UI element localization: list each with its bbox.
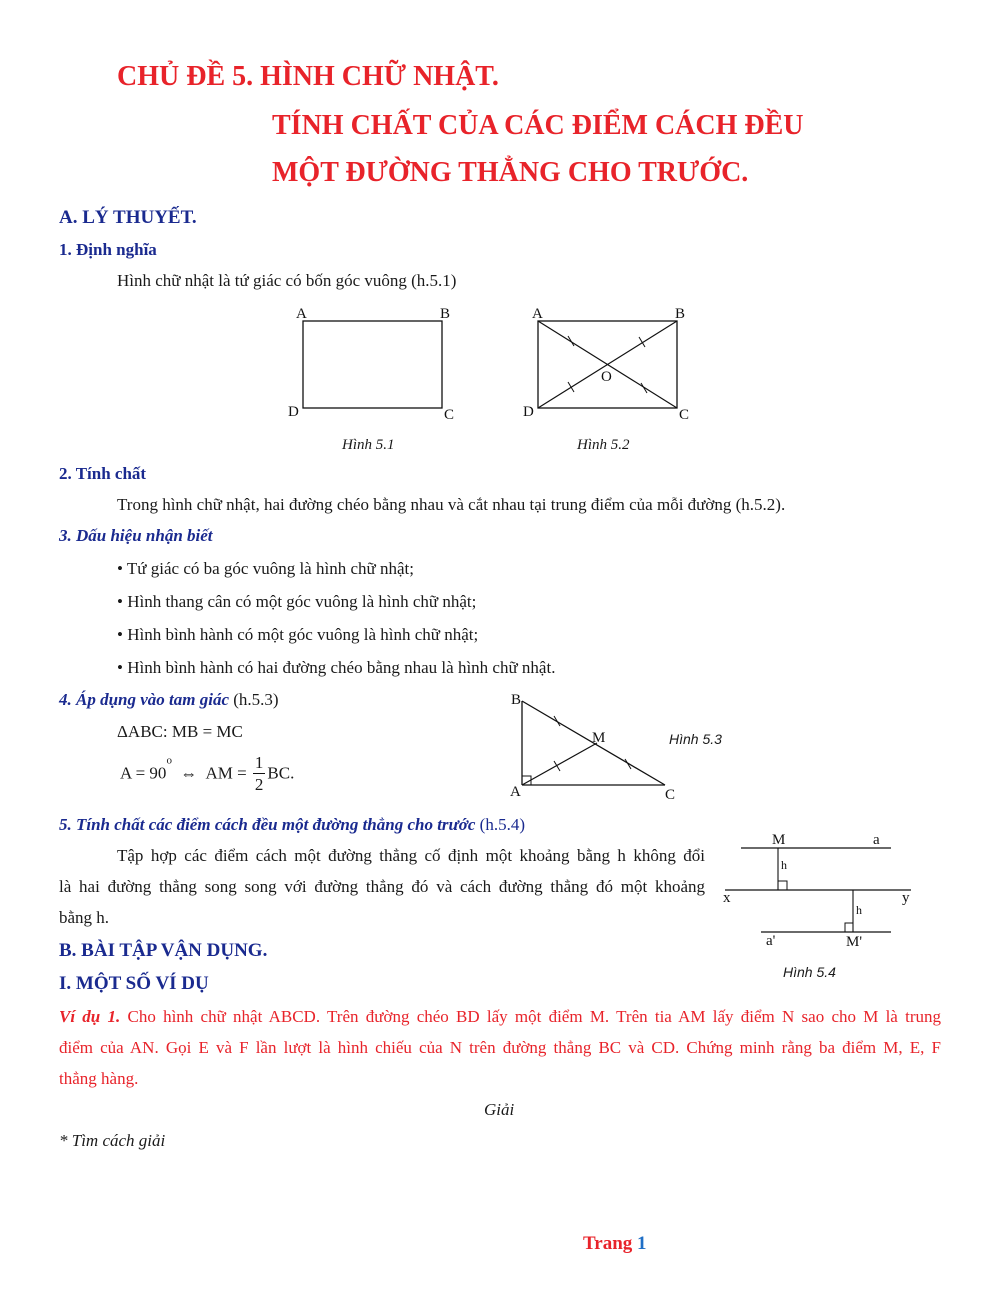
triangle-condition: ΔABC: MB = MC (117, 722, 243, 741)
figure-5-1 (280, 300, 480, 430)
eq-angle: A = 90 (120, 763, 167, 783)
label-a: a (873, 832, 880, 848)
label-d: D (523, 404, 534, 420)
equidistant-heading: 5. Tính chất các điểm cách đều một đường thẳng cho trước (59, 815, 476, 834)
recognition-item: • Tứ giác có ba góc vuông là hình chữ nhật; (117, 559, 414, 579)
equidistant-text-line1: Tập hợp các điểm cách một đường thẳng cố định một khoảng bằng h không đổi (117, 846, 705, 865)
label-h-bottom: h (856, 903, 862, 917)
eq-degree: o (166, 754, 172, 767)
recognition-item: • Hình bình hành có một góc vuông là hình chữ nhật; (117, 625, 478, 645)
page-footer (583, 1233, 647, 1255)
label-d: D (288, 404, 299, 420)
page-label: Trang (583, 1233, 633, 1254)
right-angle-top (778, 881, 787, 890)
median-am (522, 743, 597, 785)
label-b: B (440, 306, 451, 322)
equidistant-text-line3: bằng h. (59, 908, 110, 927)
example-1-line1 (59, 1007, 941, 1027)
figure-5-1-caption: Hình 5.1 (342, 437, 395, 453)
solution-label: Giải (484, 1100, 515, 1119)
label-a: A (532, 306, 543, 322)
equidistant-heading-line (59, 815, 525, 835)
examples-heading: I. MỘT SỐ VÍ DỤ (59, 973, 209, 994)
label-m: M (592, 730, 606, 746)
page-number: 1 (637, 1233, 647, 1254)
recognition-item: • Hình thang cân có một góc vuông là hình chữ nhật; (117, 592, 476, 612)
example-1-label: Ví dụ 1. (59, 1007, 121, 1026)
eq-iff: ⇔ (180, 763, 198, 783)
figure-5-3-caption: Hình 5.3 (669, 731, 722, 747)
label-c: C (679, 407, 690, 423)
figure-5-2-caption: Hình 5.2 (577, 437, 630, 453)
section-b-heading: B. BÀI TẬP VẬN DỤNG. (59, 940, 268, 961)
figure-5-4 (715, 825, 915, 955)
label-b: B (675, 306, 686, 322)
eq-numerator: 1 (254, 753, 264, 772)
triangle-heading: 4. Áp dụng vào tam giác (59, 690, 230, 709)
label-m-prime: M' (846, 934, 863, 950)
equidistant-ref: (h.5.4) (475, 815, 525, 834)
page-title-line2: TÍNH CHẤT CỦA CÁC ĐIỂM CÁCH ĐỀU (272, 110, 804, 141)
example-1-text: Cho hình chữ nhật ABCD. Trên đường chéo BD lấy một điểm M. Trên tia AM lấy điểm N sao cho M là trung (120, 1007, 941, 1026)
triangle-ref: (h.5.3) (229, 690, 279, 709)
label-c: C (665, 787, 676, 803)
eq-bc: BC. (267, 763, 295, 783)
triangle-heading-line (59, 690, 279, 710)
page-title: CHỦ ĐỀ 5. HÌNH CHỮ NHẬT. (117, 61, 499, 92)
label-c: C (444, 407, 455, 423)
label-a-prime: a' (766, 933, 776, 949)
figure-5-3 (505, 688, 690, 806)
figure-5-4-caption: Hình 5.4 (783, 964, 836, 980)
example-1-line3: thẳng hàng. (59, 1069, 139, 1088)
eq-denominator: 2 (254, 775, 264, 794)
label-y: y (902, 890, 910, 906)
label-h-top: h (781, 858, 787, 872)
definition-heading: 1. Định nghĩa (59, 240, 157, 259)
property-heading: 2. Tính chất (59, 464, 147, 483)
section-a-heading: A. LÝ THUYẾT. (59, 207, 197, 228)
property-text: Trong hình chữ nhật, hai đường chéo bằng nhau và cắt nhau tại trung điểm của mỗi đường (h.5.2). (117, 495, 786, 514)
triangle-equation (120, 754, 294, 793)
eq-am: AM = (205, 763, 247, 783)
label-a: A (510, 784, 521, 800)
eq-fraction (253, 754, 266, 793)
page-title-line3: MỘT ĐƯỜNG THẲNG CHO TRƯỚC. (272, 157, 749, 188)
hint-label: * Tìm cách giải (59, 1131, 166, 1150)
tick-od (568, 382, 574, 392)
equidistant-text-line2: là hai đường thẳng song song với đường thẳng đó và cách đường thẳng đó một khoảng (59, 877, 705, 896)
label-b: B (511, 692, 522, 708)
rectangle-abcd (303, 321, 442, 408)
label-a: A (296, 306, 307, 322)
definition-text: Hình chữ nhật là tứ giác có bốn góc vuông (h.5.1) (117, 271, 457, 290)
recognition-heading: 3. Dấu hiệu nhận biết (59, 526, 213, 545)
recognition-item: • Hình bình hành có hai đường chéo bằng nhau là hình chữ nhật. (117, 658, 555, 678)
right-angle-bottom (845, 923, 853, 932)
example-1-line2: điểm của AN. Gọi E và F lần lượt là hình chiếu của N trên đường thẳng BC và CD. Chứng minh rằng ba điểm M, E, F (59, 1038, 941, 1057)
figure-5-2 (515, 300, 705, 430)
label-x: x (723, 890, 731, 906)
label-m: M (772, 832, 786, 848)
label-o: O (601, 369, 612, 385)
